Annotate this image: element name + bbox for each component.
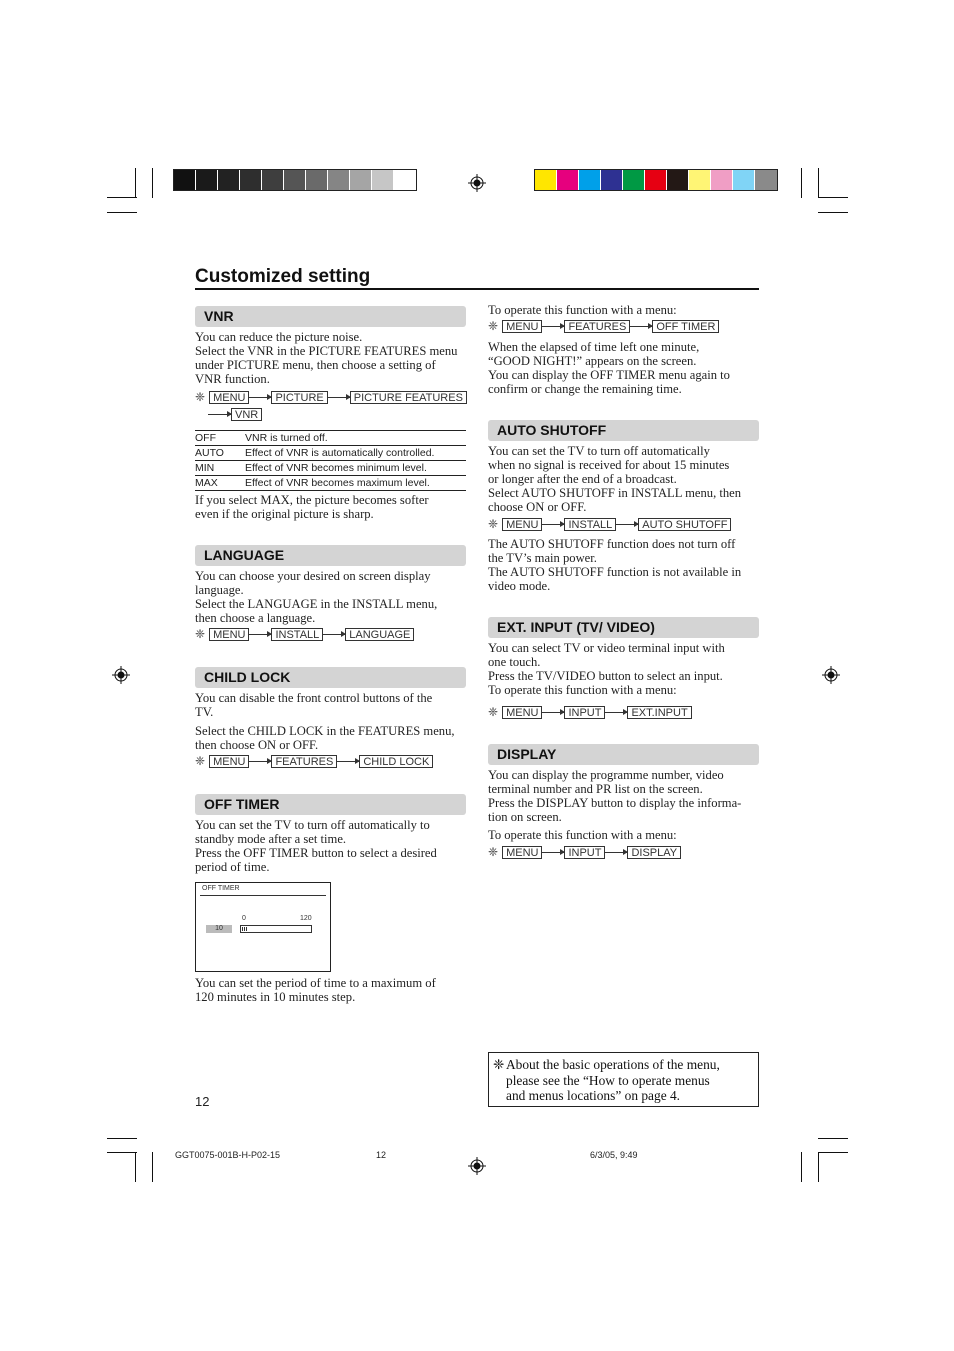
menu-path-item: MENU	[502, 706, 542, 719]
vnr-setting-desc: Effect of VNR is automatically controlled.	[245, 446, 466, 461]
color-swatch	[372, 170, 394, 190]
ext-input-text	[488, 641, 725, 697]
vnr-setting-key: MIN	[195, 461, 245, 476]
osd-timer-bar	[240, 925, 312, 933]
text-line: To operate this function with a menu:	[488, 828, 677, 842]
vnr-setting-desc: Effect of VNR becomes maximum level.	[245, 476, 466, 491]
footer-page: 12	[376, 1150, 387, 1160]
table-row	[195, 476, 466, 491]
language-text	[195, 569, 437, 625]
arrow-right-icon	[248, 634, 272, 635]
text-line: You can choose your desired on screen display	[195, 569, 431, 583]
note-star-icon: ❈	[493, 1057, 505, 1072]
text-line: VNR function.	[195, 372, 270, 386]
text-line: Select the CHILD LOCK in the FEATURES menu,	[195, 724, 455, 738]
color-swatch	[711, 170, 733, 190]
crop-mark	[135, 1152, 136, 1182]
grayscale-bar-strip	[173, 169, 417, 191]
color-swatch	[689, 170, 711, 190]
vnr-menu-path	[195, 390, 467, 421]
note-text	[493, 1057, 754, 1104]
child-lock-text-2	[195, 724, 455, 752]
color-swatch	[218, 170, 240, 190]
crop-mark	[107, 1152, 137, 1153]
color-swatch	[394, 170, 416, 190]
menu-path-item: MENU	[209, 755, 249, 768]
crop-mark	[152, 1152, 153, 1182]
off-timer-text	[195, 818, 437, 874]
footer-doc-code: GGT0075-001B-H-P02-15	[175, 1150, 281, 1160]
section-heading-ext-input: EXT. INPUT (TV/ VIDEO)	[488, 617, 759, 638]
color-swatch	[623, 170, 645, 190]
text-line: standby mode after a set time.	[195, 832, 347, 846]
menu-path-star-icon: ❈	[488, 845, 499, 859]
osd-current-value: 10	[206, 925, 232, 933]
text-line: language.	[195, 583, 244, 597]
text-line: please see the “How to operate menus	[506, 1072, 710, 1088]
text-line: Press the TV/VIDEO button to select an input.	[488, 669, 723, 683]
menu-path-star-icon: ❈	[195, 627, 206, 641]
crop-mark	[107, 212, 137, 213]
osd-timer-fill	[242, 927, 248, 931]
off-timer-osd-screen	[195, 882, 331, 972]
text-line: You can reduce the picture noise.	[195, 330, 363, 344]
text-line: You can display the OFF TIMER menu again to	[488, 368, 730, 382]
crop-mark	[818, 212, 848, 213]
menu-path-item: LANGUAGE	[345, 628, 414, 641]
menu-path-item: INPUT	[564, 706, 605, 719]
color-swatch	[174, 170, 196, 190]
crop-mark	[818, 1152, 848, 1153]
arrow-right-icon	[604, 712, 628, 713]
osd-max-label: 120	[300, 915, 312, 922]
text-line: When the elapsed of time left one minute,	[488, 340, 700, 354]
menu-path-item: INSTALL	[271, 628, 323, 641]
text-line: If you select MAX, the picture becomes softer	[195, 493, 429, 507]
text-line: You can display the programme number, video	[488, 768, 724, 782]
crop-mark	[135, 168, 136, 198]
menu-path-item: VNR	[231, 408, 262, 421]
menu-path-item: MENU	[502, 518, 542, 531]
text-line: confirm or change the remaining time.	[488, 382, 682, 396]
crop-mark	[801, 1152, 802, 1182]
menu-path-item: FEATURES	[271, 755, 337, 768]
color-bar-strip	[534, 169, 778, 191]
text-line: and menus locations” on page 4.	[506, 1088, 681, 1103]
color-swatch	[557, 170, 579, 190]
vnr-setting-desc: Effect of VNR becomes minimum level.	[245, 461, 466, 476]
display-text-2	[488, 828, 677, 842]
crop-mark	[107, 197, 137, 198]
text-line: Select the VNR in the PICTURE FEATURES menu	[195, 344, 458, 358]
arrow-right-icon	[541, 852, 565, 853]
text-line: terminal number and PR list on the screen.	[488, 782, 703, 796]
menu-path-continued	[209, 407, 262, 421]
text-line: then choose ON or OFF.	[195, 738, 319, 752]
menu-path-item: MENU	[209, 628, 249, 641]
color-swatch	[601, 170, 623, 190]
color-swatch	[350, 170, 372, 190]
crop-mark	[818, 1138, 848, 1139]
color-swatch	[645, 170, 667, 190]
arrow-right-icon	[615, 524, 639, 525]
menu-path-item: INPUT	[564, 846, 605, 859]
crop-mark	[801, 168, 802, 198]
registration-mark-icon	[112, 666, 130, 684]
table-row	[195, 446, 466, 461]
arrow-right-icon	[327, 397, 351, 398]
section-heading-display: DISPLAY	[488, 744, 759, 765]
menu-path-star-icon: ❈	[195, 390, 206, 404]
text-line: Select the LANGUAGE in the INSTALL menu,	[195, 597, 438, 611]
text-line: then choose a language.	[195, 611, 316, 625]
color-swatch	[240, 170, 262, 190]
menu-path-star-icon: ❈	[488, 319, 499, 333]
crop-mark	[107, 1138, 137, 1139]
text-line: even if the original picture is sharp.	[195, 507, 374, 521]
off-timer-menu-path	[488, 319, 719, 333]
crop-mark	[818, 1152, 819, 1182]
section-heading-auto-shutoff: AUTO SHUTOFF	[488, 420, 759, 441]
arrow-right-icon	[541, 326, 565, 327]
osd-title-rule	[200, 895, 326, 896]
arrow-right-icon	[604, 852, 628, 853]
color-swatch	[535, 170, 557, 190]
menu-operation-note	[488, 1052, 759, 1107]
vnr-setting-key: MAX	[195, 476, 245, 491]
menu-path-star-icon: ❈	[488, 517, 499, 531]
off-timer-menu-text-1	[488, 303, 677, 317]
text-line: Press the OFF TIMER button to select a desired	[195, 846, 437, 860]
vnr-setting-key: OFF	[195, 431, 245, 446]
menu-path-item: AUTO SHUTOFF	[638, 518, 731, 531]
section-heading-language: LANGUAGE	[195, 545, 466, 566]
text-line: TV.	[195, 705, 214, 719]
color-swatch	[755, 170, 777, 190]
color-swatch	[306, 170, 328, 190]
menu-path-item: DISPLAY	[627, 846, 681, 859]
color-swatch	[733, 170, 755, 190]
text-line: or longer after the end of a broadcast.	[488, 472, 677, 486]
menu-path-item: MENU	[502, 320, 542, 333]
arrow-right-icon	[336, 761, 360, 762]
text-line: The AUTO SHUTOFF function does not turn off	[488, 537, 736, 551]
off-timer-menu-text-2	[488, 340, 730, 396]
color-swatch	[579, 170, 601, 190]
registration-mark-icon	[468, 174, 486, 192]
arrow-right-icon	[208, 414, 232, 415]
text-line: You can select TV or video terminal input with	[488, 641, 725, 655]
table-row	[195, 431, 466, 446]
osd-min-label: 0	[242, 915, 246, 922]
color-swatch	[262, 170, 284, 190]
text-line: under PICTURE menu, then choose a setting of	[195, 358, 436, 372]
registration-mark-icon	[468, 1157, 486, 1175]
footer-datetime: 6/3/05, 9:49	[590, 1150, 638, 1160]
text-line: To operate this function with a menu:	[488, 683, 677, 697]
crop-mark	[818, 197, 848, 198]
text-line: video mode.	[488, 579, 551, 593]
section-heading-vnr: VNR	[195, 306, 466, 327]
menu-path-star-icon: ❈	[195, 754, 206, 768]
auto-shutoff-text-2	[488, 537, 741, 593]
color-swatch	[284, 170, 306, 190]
arrow-right-icon	[248, 397, 272, 398]
arrow-right-icon	[541, 524, 565, 525]
registration-mark-icon	[822, 666, 840, 684]
section-heading-child-lock: CHILD LOCK	[195, 667, 466, 688]
vnr-setting-key: AUTO	[195, 446, 245, 461]
text-line: The AUTO SHUTOFF function is not available in	[488, 565, 742, 579]
auto-shutoff-menu-path	[488, 517, 731, 531]
text-line: Press the DISPLAY button to display the informa-	[488, 796, 742, 810]
table-row	[195, 461, 466, 476]
text-line: when no signal is received for about 15 minutes	[488, 458, 730, 472]
menu-path-item: MENU	[209, 391, 249, 404]
text-line: To operate this function with a menu:	[488, 303, 677, 317]
crop-mark	[152, 168, 153, 198]
menu-path-star-icon: ❈	[488, 705, 499, 719]
arrow-right-icon	[541, 712, 565, 713]
text-line: You can set the TV to turn off automatically	[488, 444, 710, 458]
arrow-right-icon	[629, 326, 653, 327]
text-line: choose ON or OFF.	[488, 500, 587, 514]
text-line: You can set the period of time to a maximum of	[195, 976, 436, 990]
osd-title: OFF TIMER	[202, 885, 240, 892]
language-menu-path	[195, 627, 414, 641]
text-line: period of time.	[195, 860, 270, 874]
color-swatch	[667, 170, 689, 190]
vnr-intro	[195, 330, 457, 386]
display-menu-path	[488, 845, 681, 859]
menu-path-item: MENU	[502, 846, 542, 859]
color-swatch	[196, 170, 218, 190]
text-line: 120 minutes in 10 minutes step.	[195, 990, 356, 1004]
menu-path-item: EXT.INPUT	[627, 706, 691, 719]
menu-path-item: OFF TIMER	[652, 320, 719, 333]
text-line: You can disable the front control buttons of the	[195, 691, 433, 705]
ext-input-menu-path	[488, 705, 692, 719]
color-swatch	[328, 170, 350, 190]
auto-shutoff-text-1	[488, 444, 741, 514]
vnr-setting-desc: VNR is turned off.	[245, 431, 466, 446]
off-timer-outro	[195, 976, 436, 1004]
page-title: Customized setting	[195, 266, 371, 287]
menu-path-item: PICTURE	[271, 391, 327, 404]
page-number: 12	[195, 1094, 210, 1109]
menu-path-item: FEATURES	[564, 320, 630, 333]
arrow-right-icon	[322, 634, 346, 635]
vnr-settings-table	[195, 430, 466, 491]
menu-path-item: INSTALL	[564, 518, 616, 531]
vnr-outro	[195, 493, 429, 521]
display-text-1	[488, 768, 741, 824]
text-line: About the basic operations of the menu,	[506, 1057, 720, 1072]
text-line: the TV’s main power.	[488, 551, 597, 565]
section-heading-off-timer: OFF TIMER	[195, 794, 466, 815]
child-lock-menu-path	[195, 754, 433, 768]
text-line: tion on screen.	[488, 810, 562, 824]
menu-path-item: CHILD LOCK	[359, 755, 433, 768]
arrow-right-icon	[248, 761, 272, 762]
text-line: “GOOD NIGHT!” appears on the screen.	[488, 354, 697, 368]
text-line: Select AUTO SHUTOFF in INSTALL menu, then	[488, 486, 742, 500]
child-lock-text-1	[195, 691, 432, 719]
text-line: You can set the TV to turn off automatically to	[195, 818, 430, 832]
crop-mark	[818, 168, 819, 198]
text-line: one touch.	[488, 655, 541, 669]
menu-path-item: PICTURE FEATURES	[350, 391, 467, 404]
title-rule	[195, 288, 759, 290]
